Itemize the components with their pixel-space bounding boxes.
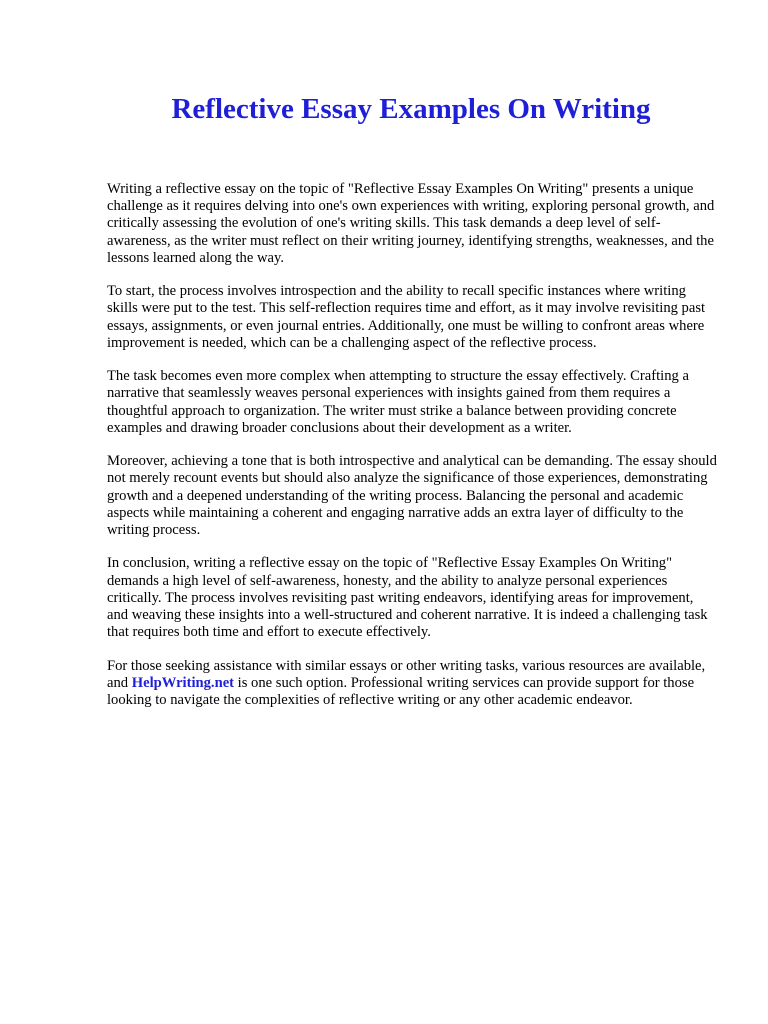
closing-text-after-link: is one such option. Professional writing services can provide support for those looking to navigate the complexities of reflective writing or any other academic endeavor. bbox=[107, 674, 695, 709]
paragraph-3: The task becomes even more complex when attempting to structure the essay effectively. Crafting a narrative that seamlessly weaves personal experiences with insights gained from them requires a thoughtful approach to organization. The writer must strike a balance between providing concrete examples and drawing broader conclusions about their development as a writer. bbox=[107, 368, 689, 436]
paragraph-4: Moreover, achieving a tone that is both introspective and analytical can be demanding. The essay should not merely recount events but should also analyze the significance of those experiences, demonstrating growth and a deepened understanding of the writing process. Balancing the personal and academic aspects while maintaining a coherent and engaging narrative adds an extra layer of difficulty to the writing process. bbox=[107, 453, 717, 539]
document-body bbox=[107, 181, 717, 725]
paragraph-1: Writing a reflective essay on the topic of "Reflective Essay Examples On Writing" presents a unique challenge as it requires delving into one's own experiences with writing, exploring personal growth, and critically assessing the evolution of one's writing skills. This task demands a deep level of self-awareness, as the writer must reflect on their writing journey, identifying strengths, weaknesses, and the lessons learned along the way. bbox=[107, 181, 715, 266]
document-title: Reflective Essay Examples On Writing bbox=[171, 93, 651, 125]
closing-paragraph bbox=[107, 658, 717, 710]
closing-text-before-link: For those seeking assistance with similar essays or other writing tasks, various resources are available, and bbox=[107, 657, 706, 691]
helpwriting-link[interactable]: HelpWriting.net bbox=[131, 674, 235, 691]
paragraph-5: In conclusion, writing a reflective essay on the topic of "Reflective Essay Examples On Writing" demands a high level of self-awareness, honesty, and the ability to analyze personal experiences critically. The process involves revisiting past writing endeavors, identifying areas for improvement, and weaving these insights into a well-structured and coherent narrative. It is indeed a challenging task that requires both time and effort to execute effectively. bbox=[107, 555, 708, 641]
paragraph-2: To start, the process involves introspection and the ability to recall specific instances where writing skills were put to the test. This self-reflection requires time and effort, as it may involve revisiting past essays, assignments, or even journal entries. Additionally, one must be willing to confront areas where improvement is needed, which can be a challenging aspect of the reflective process. bbox=[107, 283, 706, 351]
